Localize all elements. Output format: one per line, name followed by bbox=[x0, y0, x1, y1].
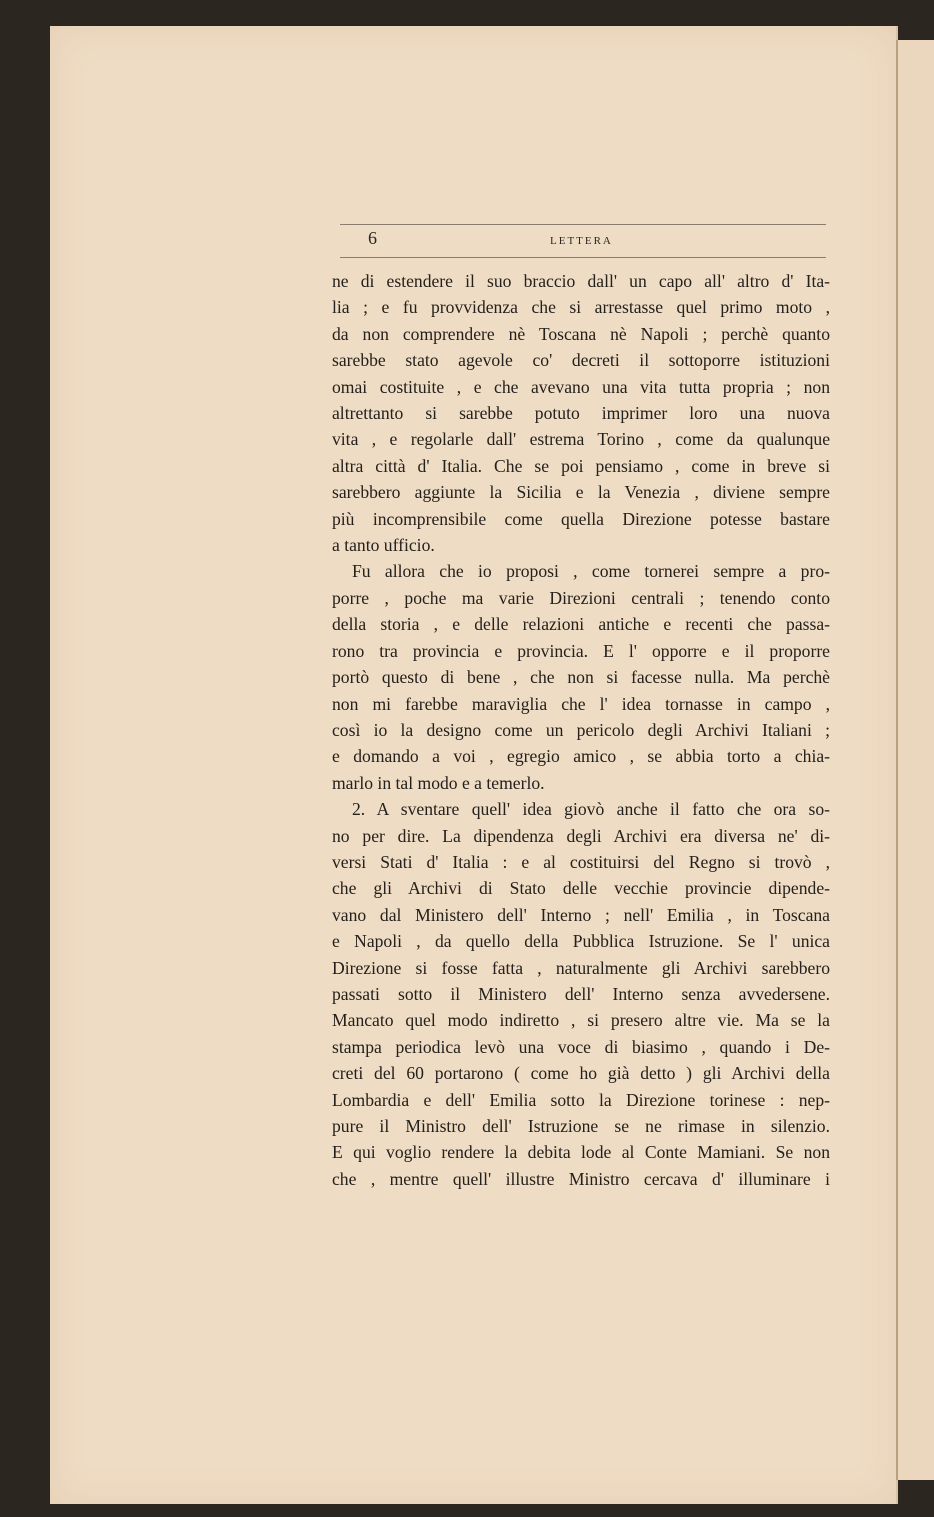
body-text bbox=[332, 268, 830, 1192]
text-line: ne di estendere il suo braccio dall' un capo all' altro d' Ita- bbox=[332, 271, 830, 291]
text-line: della storia , e delle relazioni antiche e recenti che passa- bbox=[332, 614, 830, 635]
text-line: portò questo di bene , che non si facesse nulla. Ma perchè bbox=[332, 667, 830, 688]
text-line: E qui voglio rendere la debita lode al Conte Mamiani. Se non bbox=[332, 1142, 830, 1163]
text-line: pure il Ministro dell' Istruzione se ne rimase in silenzio. bbox=[332, 1116, 830, 1136]
text-line: Lombardia e dell' Emilia sotto la Direzione torinese : nep- bbox=[332, 1089, 830, 1110]
text-line: rono tra provincia e provincia. E l' opporre e il proporre bbox=[332, 640, 830, 661]
text-line: non mi farebbe maraviglia che l' idea tornasse in campo , bbox=[332, 693, 830, 714]
text-line: no per dire. La dipendenza degli Archivi era diversa ne' di- bbox=[332, 825, 830, 846]
page-number: 6 bbox=[368, 228, 377, 248]
text-line: vita , e regolarle dall' estrema Torino , come da qualunque bbox=[332, 429, 830, 450]
text-line: creti del 60 portarono ( come ho già detto ) gli Archivi della bbox=[332, 1063, 830, 1084]
header-rule-bottom bbox=[340, 257, 826, 258]
text-line: così io la designo come un pericolo degli Archivi Italiani ; bbox=[332, 719, 830, 740]
text-line: sarebbe stato agevole co' decreti il sottoporre istituzioni bbox=[332, 350, 830, 371]
text-line: porre , poche ma varie Direzioni centrali ; tenendo conto bbox=[332, 587, 830, 608]
book-page bbox=[50, 26, 898, 1504]
header-rule-top bbox=[340, 224, 826, 225]
next-page-edge bbox=[896, 40, 934, 1480]
paragraph-start-line: Fu allora che io proposi , come tornerei sempre a pro- bbox=[352, 561, 830, 582]
text-line: che , mentre quell' illustre Ministro cercava d' illuminare i bbox=[332, 1168, 830, 1189]
text-line: sarebbero aggiunte la Sicilia e la Venezia , diviene sempre bbox=[332, 482, 830, 503]
text-line: omai costituite , e che avevano una vita tutta propria ; non bbox=[332, 376, 830, 397]
text-line: altrettanto si sarebbe potuto imprimer loro una nuova bbox=[332, 403, 830, 424]
text-line: da non comprendere nè Toscana nè Napoli ; perchè quanto bbox=[332, 323, 830, 344]
running-head: LETTERA bbox=[550, 235, 613, 247]
paragraph-end-line: a tanto ufficio. bbox=[332, 535, 435, 556]
text-line: altra città d' Italia. Che se poi pensiamo , come in breve si bbox=[332, 455, 830, 476]
text-line: più incomprensibile come quella Direzione potesse bastare bbox=[332, 508, 830, 529]
text-line: che gli Archivi di Stato delle vecchie provincie dipende- bbox=[332, 878, 830, 899]
text-line: vano dal Ministero dell' Interno ; nell' Emilia , in Toscana bbox=[332, 904, 830, 925]
text-line: stampa periodica levò una voce di biasimo , quando i De- bbox=[332, 1036, 830, 1057]
text-line: Direzione si fosse fatta , naturalmente gli Archivi sarebbero bbox=[332, 957, 830, 978]
paragraph-start-line: 2. A sventare quell' idea giovò anche il fatto che ora so- bbox=[352, 799, 830, 820]
text-line: versi Stati d' Italia : e al costituirsi del Regno si trovò , bbox=[332, 851, 830, 872]
paragraph-end-line: marlo in tal modo e a temerlo. bbox=[332, 772, 545, 793]
text-line: Mancato quel modo indiretto , si presero altre vie. Ma se la bbox=[332, 1010, 830, 1031]
text-line: e domando a voi , egregio amico , se abbia torto a chia- bbox=[332, 746, 830, 767]
text-line: e Napoli , da quello della Pubblica Istruzione. Se l' unica bbox=[332, 931, 830, 952]
text-line: passati sotto il Ministero dell' Interno senza avvedersene. bbox=[332, 983, 830, 1004]
text-line: lia ; e fu provvidenza che si arrestasse quel primo moto , bbox=[332, 297, 830, 318]
